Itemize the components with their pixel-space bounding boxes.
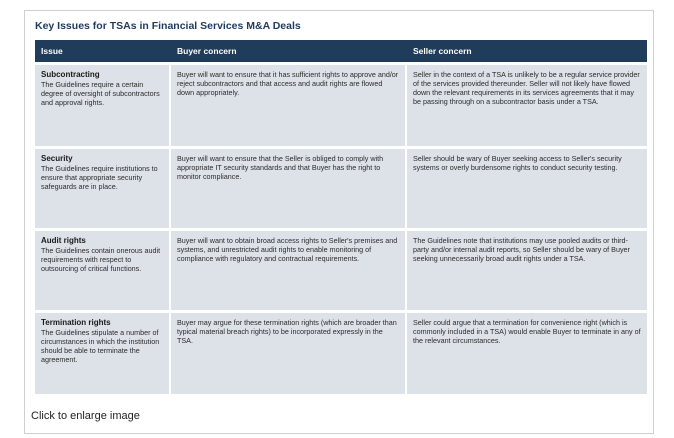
buyer-concern-cell: Buyer will want to ensure that the Seller is obliged to comply with appropriate IT security standards and that Buyer has the right to monitor compliance. [171,146,407,228]
issue-description: The Guidelines require a certain degree of oversight of subcontractors and approval rights. [41,80,160,107]
issue-name: Subcontracting [41,70,100,79]
column-header-seller-concern: Seller concern [407,40,647,62]
seller-concern-cell: Seller in the context of a TSA is unlikely to be a regular service provider of the services provided thereunder. Seller will not likely have flowed down the relevant requirements in its services agreements that it may be passing through on a subcontractor basis under a TSA. [407,62,647,146]
tsa-issues-table [35,40,647,394]
issue-cell [35,146,171,228]
issue-name: Audit rights [41,236,86,245]
table-row [35,228,647,310]
table-row [35,62,647,146]
issue-description: The Guidelines stipulate a number of circumstances in which the institution should be able to terminate the agreement. [41,328,160,364]
issue-name: Termination rights [41,318,111,327]
table-header-row [35,40,647,62]
tsa-issues-figure[interactable] [35,20,647,401]
table-row [35,146,647,228]
figure-title: Key Issues for TSAs in Financial Services M&A Deals [35,20,301,32]
seller-concern-cell: The Guidelines note that institutions may use pooled audits or third-party and/or internal audit reports, so Seller should be wary of Buyer seeking unnecessarily broad audit rights under a TSA. [407,228,647,310]
issue-description: The Guidelines contain onerous audit requirements with respect to outsourcing of critical functions. [41,246,161,273]
article-image-frame [24,10,654,434]
buyer-concern-cell: Buyer may argue for these termination rights (which are broader than typical material breach rights) to be incorporated expressly in the TSA. [171,310,407,394]
buyer-concern-cell: Buyer will want to ensure that it has sufficient rights to approve and/or reject subcontractors and that access and audit rights are flowed down appropriately. [171,62,407,146]
buyer-concern-cell: Buyer will want to obtain broad access rights to Seller's premises and systems, and unrestricted audit rights to enable monitoring of compliance with regulatory and contractual requirements. [171,228,407,310]
column-header-issue: Issue [35,40,171,62]
column-header-buyer-concern: Buyer concern [171,40,407,62]
seller-concern-cell: Seller could argue that a termination for convenience right (which is commonly included in a TSA) would enable Buyer to terminate in any of the relevant circumstances. [407,310,647,394]
table-row [35,310,647,394]
issue-description: The Guidelines require institutions to ensure that appropriate security safeguards are in place. [41,164,158,191]
issue-name: Security [41,154,73,163]
issue-cell [35,228,171,310]
click-to-enlarge-link[interactable]: Click to enlarge image [31,410,140,422]
issue-cell [35,62,171,146]
seller-concern-cell: Seller should be wary of Buyer seeking access to Seller's security systems or overly burdensome rights to conduct security testing. [407,146,647,228]
issue-cell [35,310,171,394]
